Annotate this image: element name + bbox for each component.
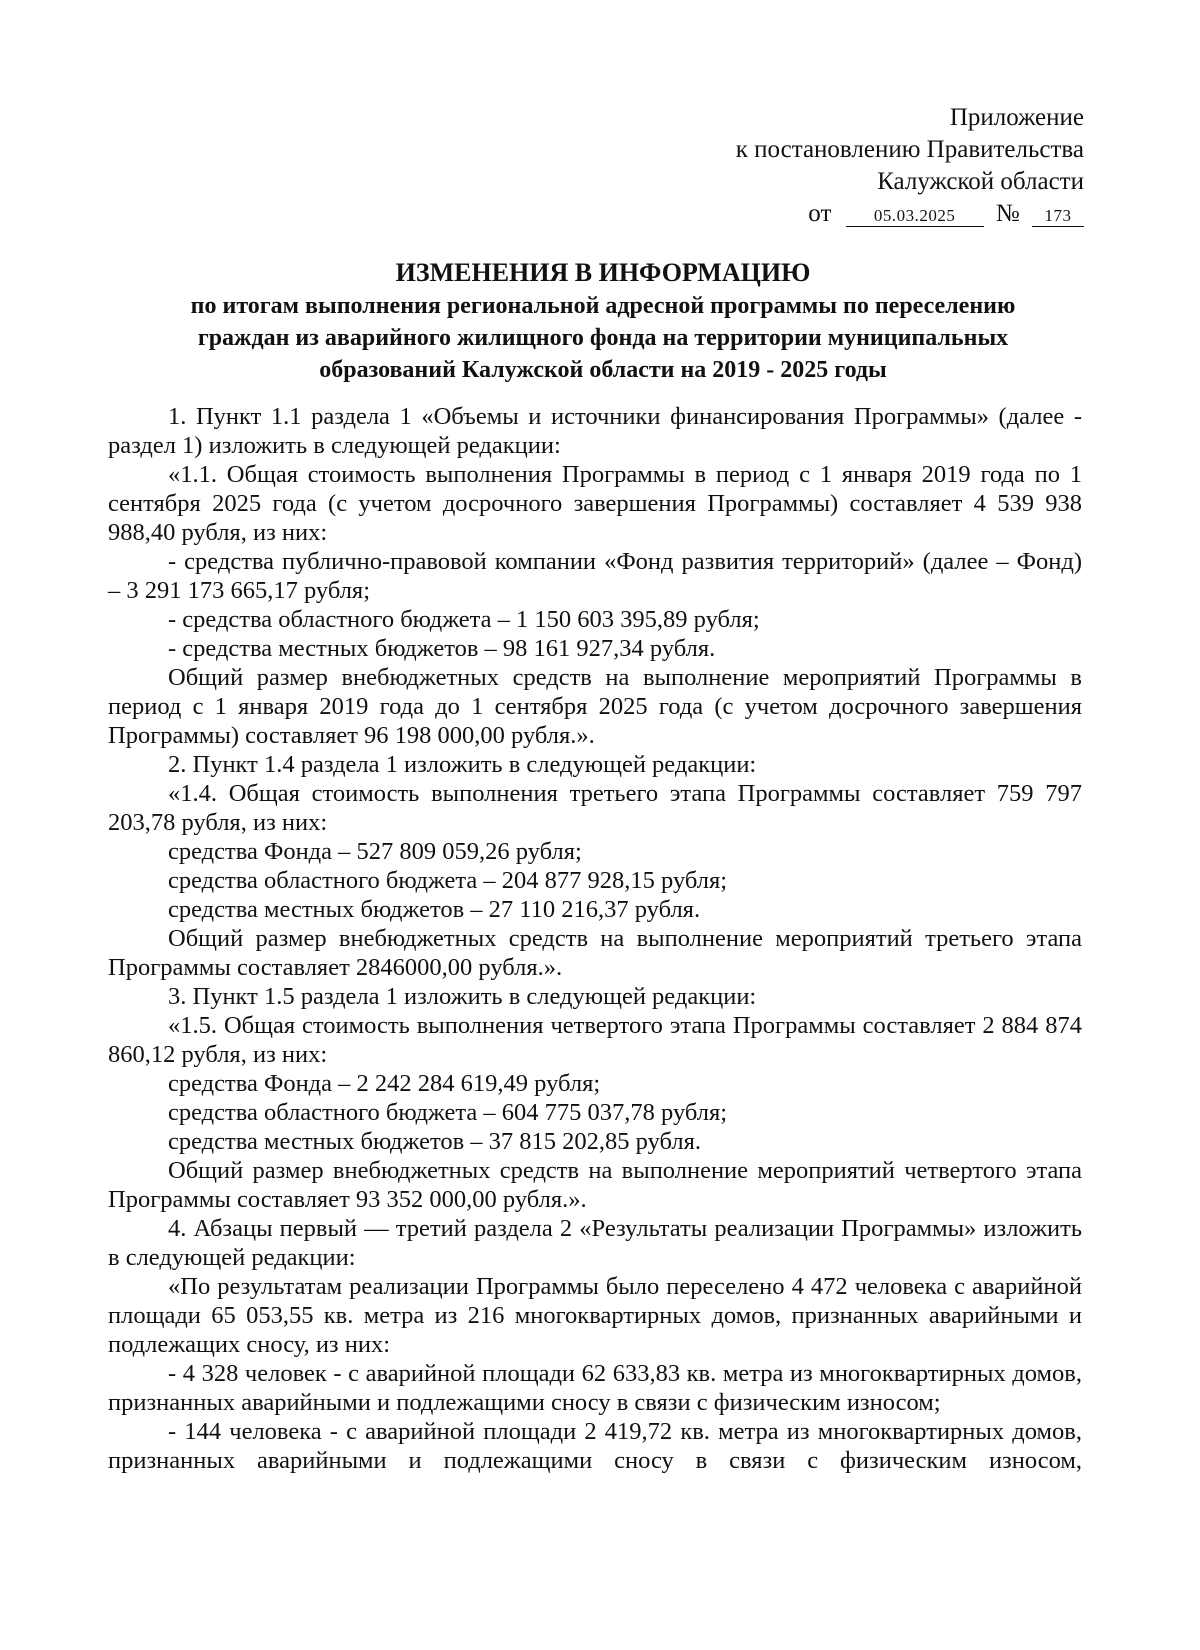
paragraph-stage3-local: средства местных бюджетов – 27 110 216,37 рубля. — [168, 896, 701, 923]
paragraph-stage4-extrabudgetary: Общий размер внебюджетных средств на выполнение мероприятий четвертого этапа Программы составляет 93 352 000,00 рубля.». — [108, 1157, 1082, 1213]
paragraph-stage3-extrabudgetary: Общий размер внебюджетных средств на выполнение мероприятий третьего этапа Программы составляет 2846000,00 рубля.». — [108, 925, 1082, 981]
paragraph-item-1: 1. Пункт 1.1 раздела 1 «Объемы и источники финансирования Программы» (далее - раздел 1) изложить в следующей редакции: — [108, 403, 1082, 459]
title-main: ИЗМЕНЕНИЯ В ИНФОРМАЦИЮ — [395, 258, 811, 287]
paragraph-stage3-regional: средства областного бюджета – 204 877 928,15 рубля; — [168, 867, 728, 894]
paragraph-item-2: 2. Пункт 1.4 раздела 1 изложить в следующей редакции: — [168, 751, 757, 778]
paragraph-regional-budget: - средства областного бюджета – 1 150 603 395,89 рубля; — [168, 606, 760, 633]
title-subtitle-line-3: образований Калужской области на 2019 - 2025 годы — [319, 357, 887, 383]
paragraph-local-budgets: - средства местных бюджетов – 98 161 927,34 рубля. — [168, 635, 716, 662]
paragraph-extrabudgetary-total: Общий размер внебюджетных средств на выполнение мероприятий Программы в период с 1 января 2019 года до 1 сентября 2025 года (с учетом досрочного завершения Программы) составляет 96 198 000,00 рубля.». — [108, 664, 1082, 749]
paragraph-item-3: 3. Пункт 1.5 раздела 1 изложить в следующей редакции: — [168, 983, 757, 1010]
paragraph-stage4-local: средства местных бюджетов – 37 815 202,85 рубля. — [168, 1128, 701, 1155]
paragraph-stage3-fund: средства Фонда – 527 809 059,26 рубля; — [168, 838, 582, 865]
paragraph-stage4-fund: средства Фонда – 2 242 284 619,49 рубля; — [168, 1070, 601, 1097]
paragraph-item-4: 4. Абзацы первый — третий раздела 2 «Результаты реализации Программы» изложить в следующей редакции: — [108, 1215, 1082, 1271]
paragraph-fund-source: - средства публично-правовой компании «Фонд развития территорий» (далее – Фонд) – 3 291 173 665,17 рубля; — [108, 548, 1082, 604]
resolution-reference: к постановлению Правительства — [735, 136, 1084, 163]
paragraph-results-summary: «По результатам реализации Программы было переселено 4 472 человека с аварийной площади 65 053,55 кв. метра из 216 многоквартирных домов, признанных аварийными и подлежащих сносу, из них: — [108, 1273, 1082, 1358]
date-number-line — [524, 198, 1084, 230]
paragraph-results-other: - 144 человека - с аварийной площади 2 419,72 кв. метра из многоквартирных домов, признанных аварийными и подлежащими сносу в связи с физическим износом, — [108, 1418, 1082, 1474]
paragraph-clause-1-1: «1.1. Общая стоимость выполнения Программы в период с 1 января 2019 года по 1 сентября 2025 года (с учетом досрочного завершения Программы) составляет 4 539 938 988,40 рубля, из них: — [108, 461, 1082, 546]
document-number: 173 — [1032, 206, 1084, 227]
region-name: Калужской области — [877, 168, 1084, 195]
paragraph-stage4-regional: средства областного бюджета – 604 775 037,78 рубля; — [168, 1099, 728, 1126]
document-body — [108, 402, 1082, 1475]
appendix-header — [524, 102, 1084, 230]
paragraph-clause-1-4: «1.4. Общая стоимость выполнения третьего этапа Программы составляет 759 797 203,78 рубля, из них: — [108, 780, 1082, 836]
date-prefix: от — [808, 200, 832, 227]
paragraph-clause-1-5: «1.5. Общая стоимость выполнения четвертого этапа Программы составляет 2 884 874 860,12 рубля, из них: — [108, 1012, 1082, 1068]
document-date: 05.03.2025 — [846, 206, 984, 227]
document-title — [108, 256, 1098, 386]
title-subtitle-line-1: по итогам выполнения региональной адресной программы по переселению — [190, 293, 1016, 319]
title-subtitle-line-2: граждан из аварийного жилищного фонда на территории муниципальных — [197, 325, 1009, 351]
paragraph-results-physical-wear: - 4 328 человек - с аварийной площади 62 633,83 кв. метра из многоквартирных домов, признанных аварийными и подлежащими сносу в связи с физическим износом; — [108, 1360, 1082, 1416]
appendix-label: Приложение — [949, 104, 1084, 131]
number-sign: № — [995, 200, 1020, 227]
